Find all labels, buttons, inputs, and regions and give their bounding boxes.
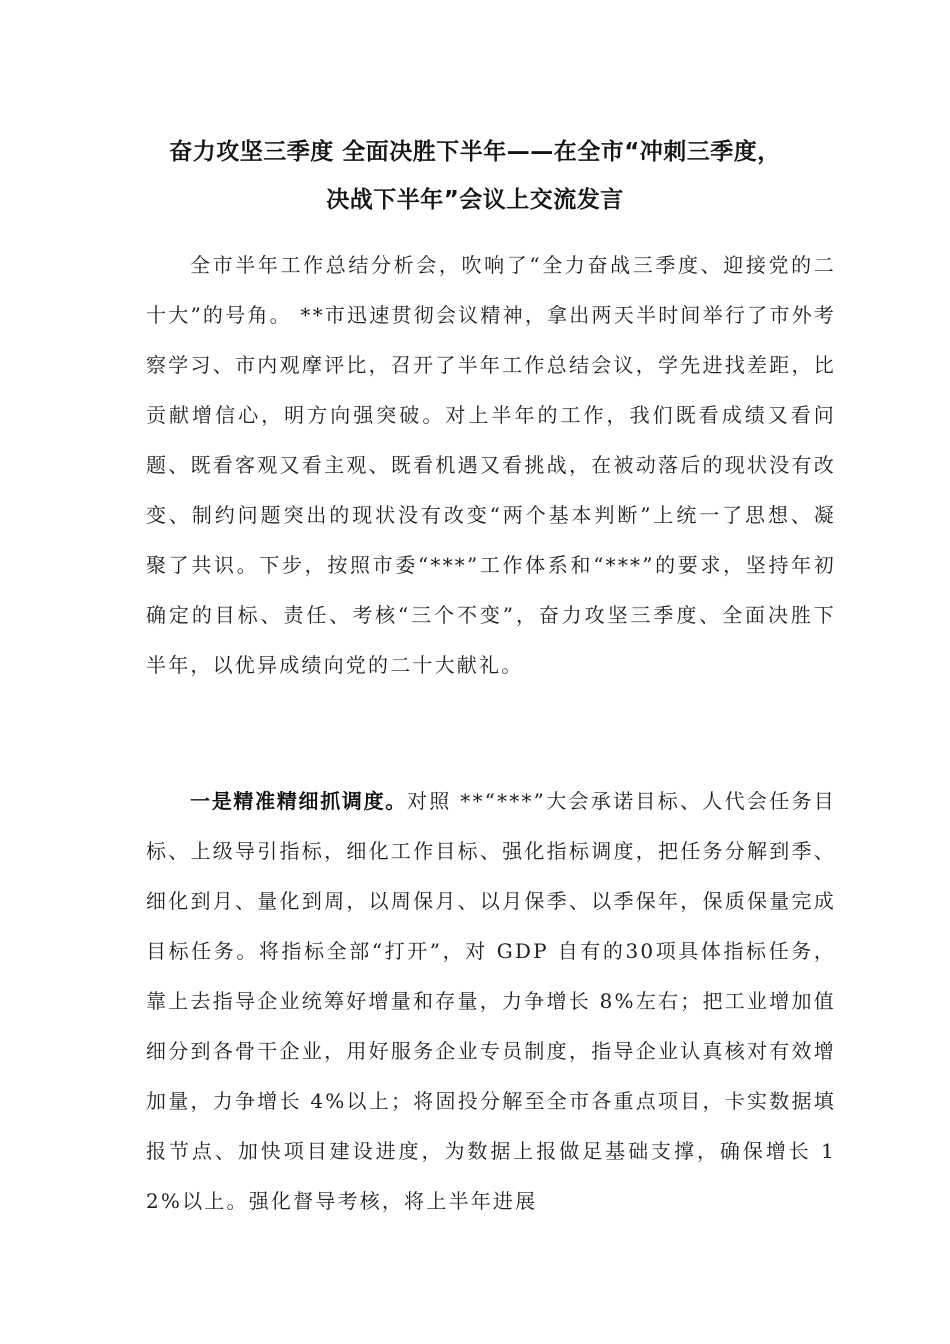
paragraph-intro: 全市半年工作总结分析会，吹响了“全力奋战三季度、迎接党的二十大”的号角。 **市迅速贯彻会议精神，拿出两天半时间举行了市外考察学习、市内观摩评比，召开了半年工作总结会议，学先进找差距，比贡献增信心，明方向强突破。对上半年的工作，我们既看成绩又看问题、既看客观又看主观、既看机遇又看挑战，在被动落后的现状没有改变、制约问题突出的现状没有改变“两个基本判断”上统一了思想、凝聚了共识。下步，按照市委“***”工作体系和“***”的要求，坚持年初确定的目标、责任、考核“三个不变”，奋力攻坚三季度、全面决胜下半年，以优异成绩向党的二十大献礼。: [146, 253, 836, 677]
document-title-line-1: 奋力攻坚三季度 全面决胜下半年——在全市“冲刺三季度，: [169, 139, 781, 165]
paragraph-section-one: [146, 776, 836, 1226]
document-title-line-2: 决战下半年”会议上交流发言: [326, 187, 624, 213]
section-one-body: 对照 **“***”大会承诺目标、人代会任务目标、上级导引指标，细化工作目标、强化指标调度，把任务分解到季、细化到月、量化到周，以周保月、以月保季、以季保年，保质保量完成目标任务。将指标全部“打开”，对 GDP 自有的30项具体指标任务，靠上去指导企业统筹好增量和存量，力争增长 8%左右；把工业增加值细分到各骨干企业，用好服务企业专员制度，指导企业认真核对有效增加量，力争增长 4%以上；将固投分解至全市各重点项目，卡实数据填报节点、加快项目建设进度，为数据上报做足基础支撑，确保增长 12%以上。强化督导考核，将上半年进展: [146, 789, 836, 1213]
section-one-heading: 一是精准精细抓调度。: [190, 789, 407, 813]
